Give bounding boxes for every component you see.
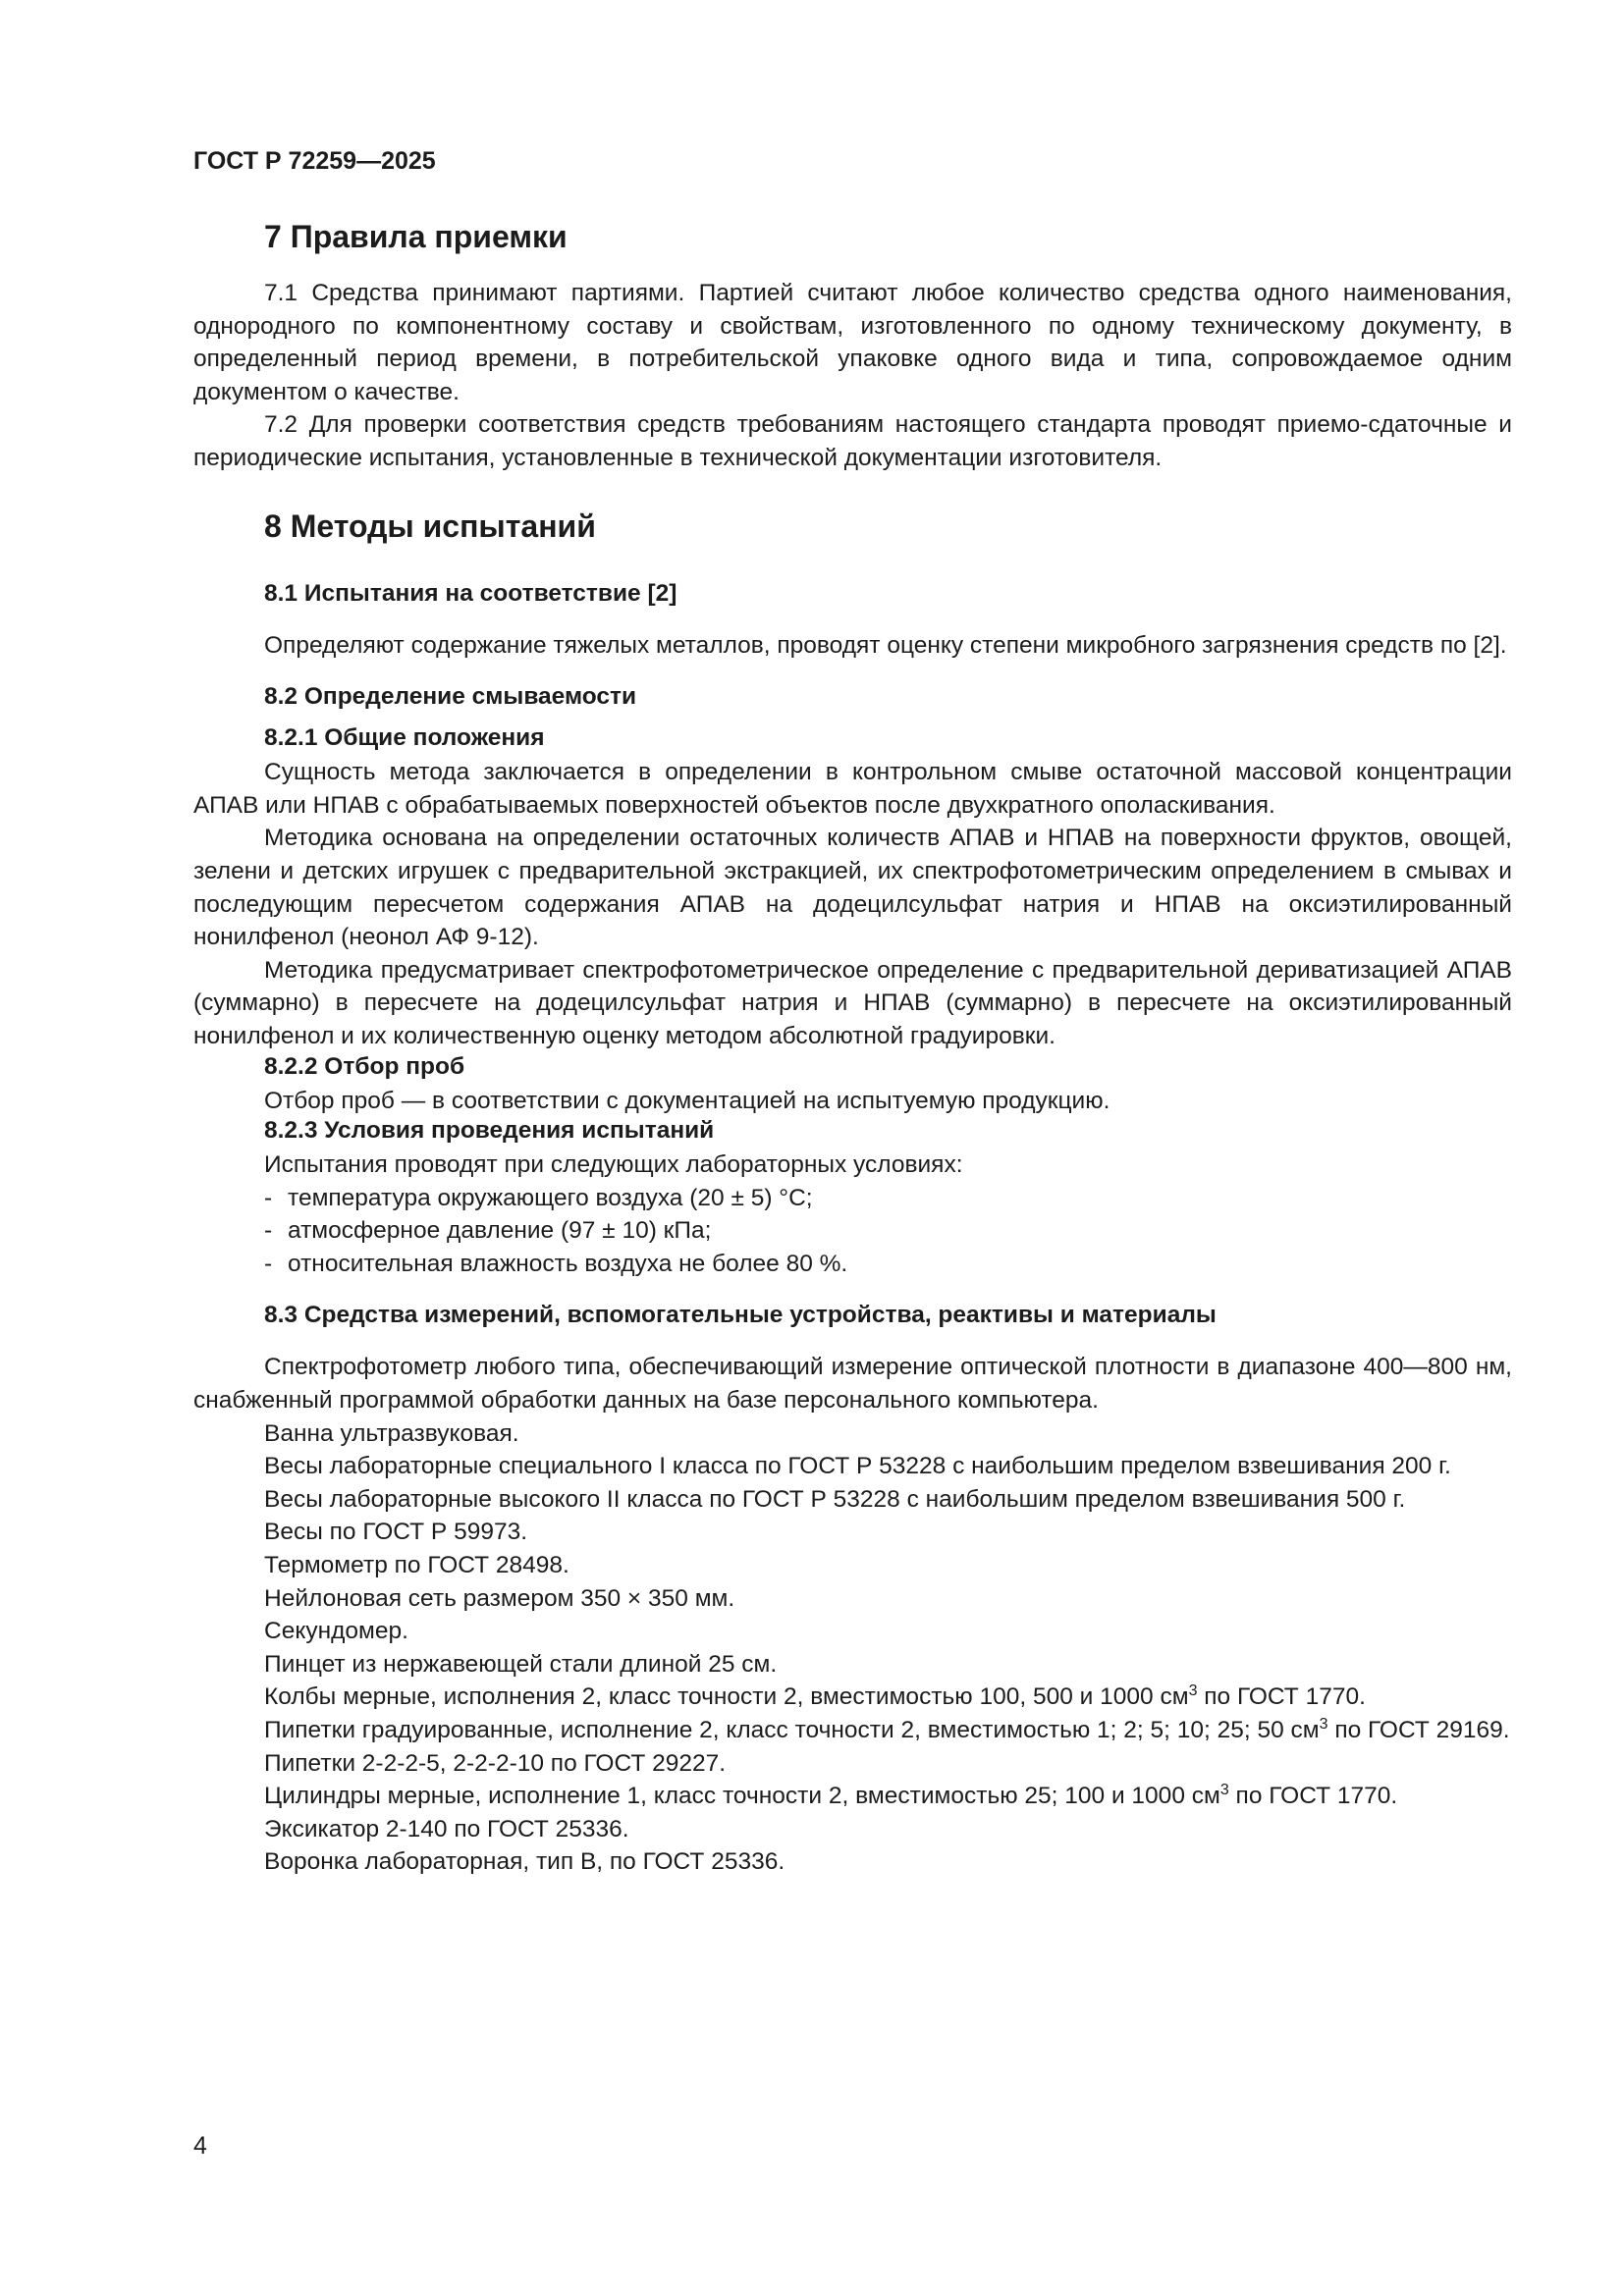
paragraph-7-1: 7.1 Средства принимают партиями. Партией считают любое количество средства одного наименования, однородного по компонентному составу и свойствам, изготовленного по одному техническому документу, в определенный период времени, в потребительской упаковке одного вида и типа, сопровождаемое одним документом о качестве. [193, 280, 1512, 405]
paragraph-7-2: 7.2 Для проверки соответствия средств требованиям настоящего стандарта проводят приемо-сдаточные и периодические испытания, установленные в технической документации изготовителя. [193, 411, 1512, 471]
running-header: ГОСТ Р 72259—2025 [193, 147, 436, 175]
paragraph-8-2-1-b: Методика основана на определении остаточных количеств АПАВ и НПАВ на поверхности фруктов, овощей, зелени и детских игрушек с предварительной экстракцией, их спектрофотометрическим определением в смывах и последующим пересчетом содержания АПАВ на додецилсульфат натрия и НПАВ на оксиэтилированный нонилфенол (неонол АФ 9-12). [193, 825, 1512, 951]
paragraph-8-2-2: Отбор проб — в соответствии с документацией на испытуемую продукцию. [264, 1087, 1110, 1114]
page-number: 4 [193, 2132, 207, 2160]
list-item: - температура окружающего воздуха (20 ± 5) °C; [264, 1184, 813, 1211]
page-content [193, 147, 1512, 1879]
section-8-1-title: 8.1 Испытания на соответствие [2] [264, 579, 677, 607]
paragraph-8-2-3: Испытания проводят при следующих лабораторных условиях: [264, 1151, 963, 1179]
paragraph-8-3-6: Термометр по ГОСТ 28498. [264, 1552, 569, 1579]
paragraph-8-3-12: Пипетки 2-2-2-5, 2-2-2-10 по ГОСТ 29227. [264, 1749, 727, 1777]
paragraph-8-3-8: Секундомер. [264, 1618, 408, 1645]
paragraph-8-3-4: Весы лабораторные высокого II класса по ГОСТ Р 53228 с наибольшим пределом взвешивания 500 г. [264, 1485, 1406, 1513]
section-8-title: 8 Методы испытаний [264, 507, 596, 544]
list-item: - атмосферное давление (97 ± 10) кПа; [264, 1217, 712, 1245]
paragraph-8-2-1-c: Методика предусматривает спектрофотометрическое определение с предварительной дериватизацией АПАВ (суммарно) в пересчете на додецилсульфат натрия и НПАВ (суммарно) в пересчете на оксиэтилированный нонилфенол и их количественную оценку методом абсолютной градуировки. [193, 956, 1512, 1049]
section-8-2-2-title: 8.2.2 Отбор проб [264, 1052, 465, 1080]
paragraph-8-3-9: Пинцет из нержавеющей стали длиной 25 см. [264, 1650, 778, 1678]
paragraph-8-3-3: Весы лабораторные специального I класса по ГОСТ Р 53228 с наибольшим пределом взвешивания 200 г. [264, 1453, 1451, 1480]
paragraph-8-3-1: Спектрофотометр любого типа, обеспечивающий измерение оптической плотности в диапазоне 400—800 нм, снабженный программой обработки данных на базе персонального компьютера. [193, 1354, 1512, 1415]
paragraph-8-3-15: Воронка лабораторная, тип В, по ГОСТ 25336. [264, 1848, 785, 1876]
section-7-title: 7 Правила приемки [264, 219, 568, 254]
paragraph-8-3-7: Нейлоновая сеть размером 350 × 350 мм. [264, 1584, 735, 1612]
section-8-2-title: 8.2 Определение смываемости [264, 683, 637, 711]
paragraph-8-3-5: Весы по ГОСТ Р 59973. [264, 1519, 528, 1546]
section-8-2-1-title: 8.2.1 Общие положения [264, 724, 545, 752]
paragraph-8-3-2: Ванна ультразвуковая. [264, 1419, 519, 1447]
section-8-2-3-title: 8.2.3 Условия проведения испытаний [264, 1117, 715, 1145]
section-8-3-title: 8.3 Средства измерений, вспомогательные устройства, реактивы и материалы [264, 1302, 1217, 1329]
list-item: - относительная влажность воздуха не более 80 %. [264, 1250, 848, 1277]
paragraph-8-3-14: Эксикатор 2-140 по ГОСТ 25336. [264, 1815, 629, 1842]
paragraph-8-3-11: Пипетки градуированные, исполнение 2, класс точности 2, вместимостью 1; 2; 5; 10; 25; 50 $см^3$ по ГОСТ 29169. [264, 1715, 1510, 1743]
paragraph-8-1: Определяют содержание тяжелых металлов, проводят оценку степени микробного загрязнения средств по [2]. [264, 631, 1507, 659]
paragraph-8-3-10: Колбы мерные, исполнения 2, класс точности 2, вместимостью 100, 500 и 1000 $см^3$ по ГОСТ 1770. [264, 1682, 1366, 1711]
paragraph-8-2-1-a: Сущность метода заключается в определении в контрольном смыве остаточной массовой концентрации АПАВ или НПАВ с обрабатываемых поверхностей объектов после двухкратного ополаскивания. [193, 759, 1512, 819]
paragraph-8-3-13: Цилиндры мерные, исполнение 1, класс точности 2, вместимостью 25; 100 и 1000 $см^3$ по ГОСТ 1770. [264, 1782, 1398, 1810]
